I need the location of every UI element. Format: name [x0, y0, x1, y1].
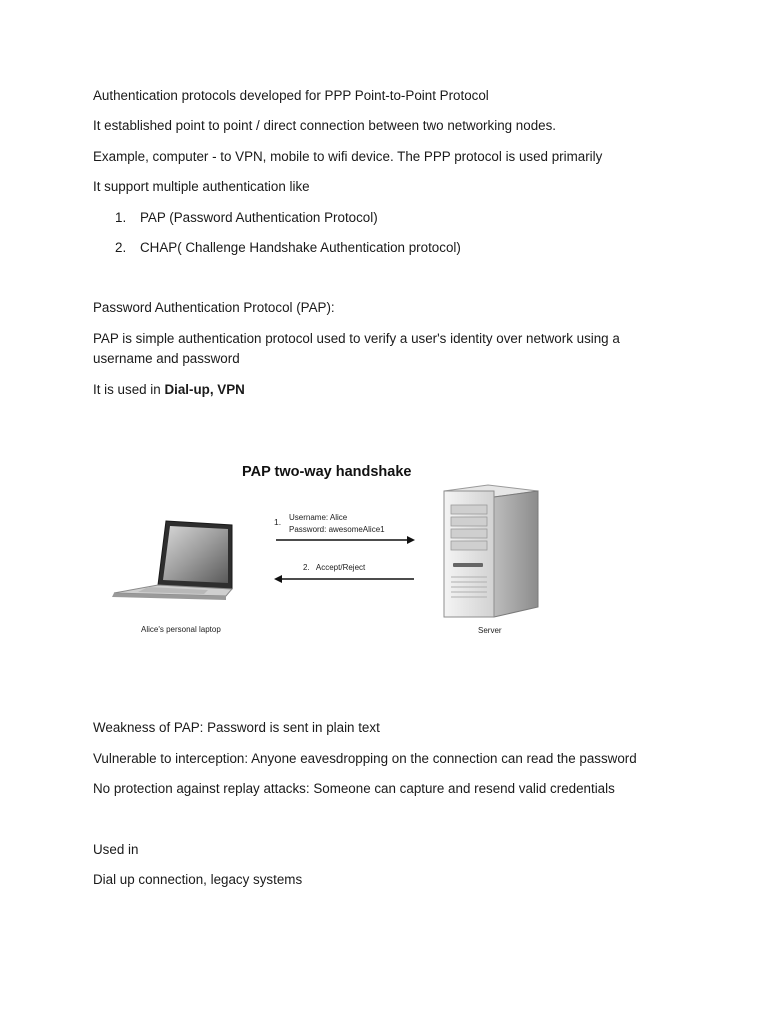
step-1-password: Password: awesomeAlice1: [289, 525, 385, 534]
weakness-line-2: Vulnerable to interception: Anyone eavesdropping on the connection can read the password: [93, 751, 637, 766]
server-caption: Server: [478, 626, 502, 635]
usage-heading: Used in: [93, 842, 139, 857]
list-item: [115, 208, 378, 228]
intro-line-4: It support multiple authentication like: [93, 179, 310, 194]
usage-text: Dial up connection, legacy systems: [93, 872, 303, 887]
intro-line-2: It established point to point / direct connection between two networking nodes.: [93, 118, 557, 133]
figure-title: PAP two-way handshake: [242, 464, 412, 480]
step-2-label: 2. Accept/Reject: [303, 563, 366, 572]
laptop-caption: Alice's personal laptop: [141, 625, 221, 634]
step-1-username: Username: Alice: [289, 513, 348, 522]
step-1-number: 1.: [274, 517, 282, 527]
pap-used-prefix: It is used in: [93, 382, 165, 397]
weakness-line-3: No protection against replay attacks: Someone can capture and resend valid credentials: [93, 781, 615, 796]
pap-handshake-figure: [108, 455, 568, 645]
list-item-text: PAP (Password Authentication Protocol): [140, 210, 378, 225]
intro-line-1: Authentication protocols developed for PPP Point-to-Point Protocol: [93, 88, 489, 103]
server-icon: [444, 485, 538, 617]
intro-line-3: Example, computer - to VPN, mobile to wifi device. The PPP protocol is used primarily: [93, 149, 603, 164]
list-item-text: CHAP( Challenge Handshake Authentication protocol): [140, 240, 461, 255]
list-number: 1.: [115, 210, 127, 225]
request-arrow-icon: [276, 536, 415, 544]
pap-handshake-diagram: [108, 455, 568, 645]
laptop-icon: [112, 521, 232, 600]
pap-used-in: [93, 380, 245, 400]
weakness-line-1: Weakness of PAP: Password is sent in plain text: [93, 720, 380, 735]
pap-description: PAP is simple authentication protocol used to verify a user's identity over network using a username and password: [93, 331, 620, 366]
list-number: 2.: [115, 240, 127, 255]
pap-heading: Password Authentication Protocol (PAP):: [93, 300, 335, 315]
list-item: [115, 238, 461, 258]
pap-used-bold: Dial-up, VPN: [164, 382, 245, 397]
response-arrow-icon: [274, 575, 414, 583]
